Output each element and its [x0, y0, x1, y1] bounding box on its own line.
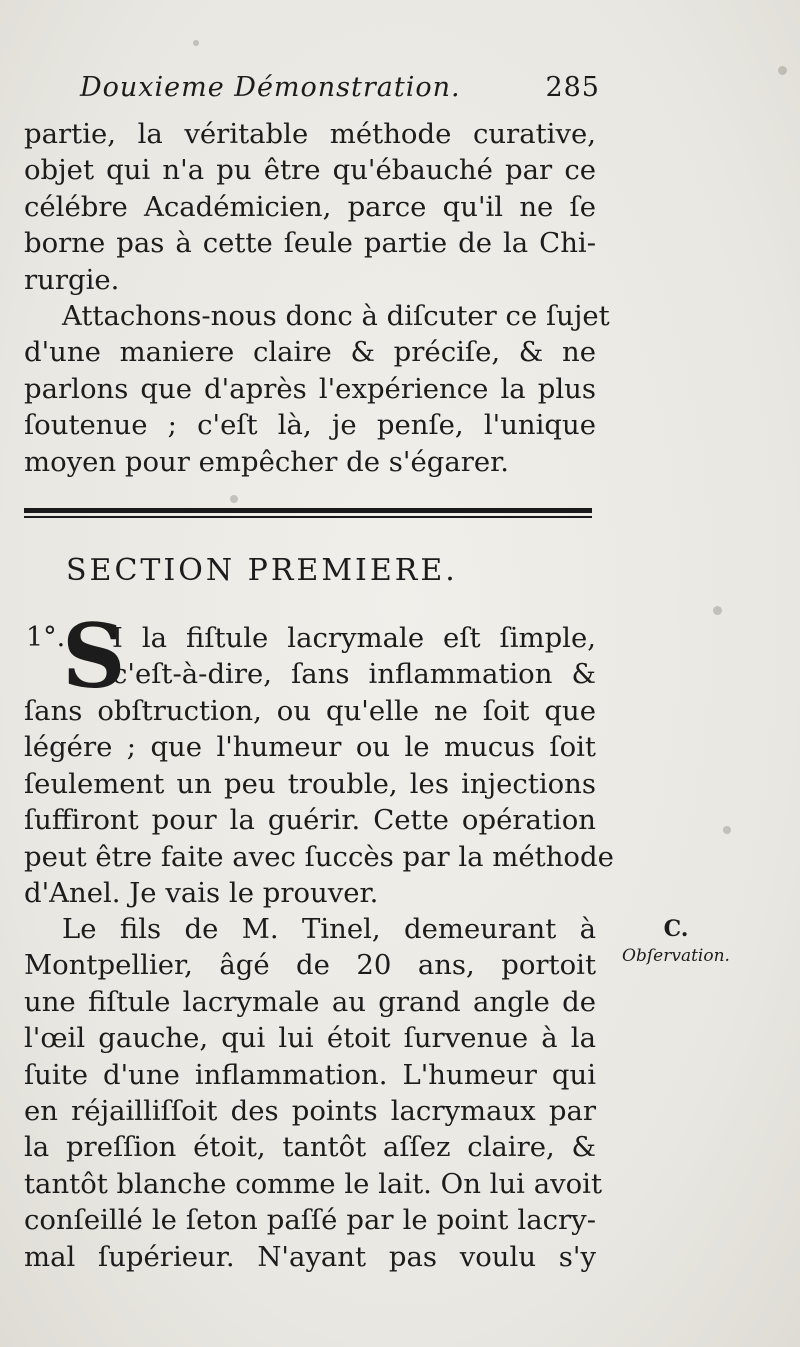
text-line: légére ; que l'humeur ou le mucus ſoit [24, 731, 596, 764]
text-line: la preſſion étoit, tantôt aſſez claire, & [24, 1131, 596, 1164]
text-line: rurgie. [24, 263, 120, 296]
divider-thick-line [24, 508, 592, 513]
text-line: partie, la véritable méthode curative, [24, 118, 596, 150]
margin-note [606, 916, 746, 966]
section-title: SECTION PREMIERE. [66, 553, 458, 588]
text-line: c'eſt-à-dire, ſans inflammation & [112, 658, 596, 691]
text-line: Montpellier, âgé de 20 ans, portoit [24, 949, 596, 982]
text-line: célébre Académicien, parce qu'il ne ſe [24, 190, 596, 223]
page-number: 285 [545, 72, 600, 103]
text-line: objet qui n'a pu être qu'ébauché par ce [24, 154, 596, 187]
text-line: d'Anel. Je vais le prouver. [24, 876, 379, 909]
text-line: Le fils de M. Tinel, demeurant à [62, 913, 596, 945]
text-line: ſuite d'une inflammation. L'humeur qui [24, 1058, 596, 1091]
margin-note-letter: C. [663, 916, 689, 942]
paper-speck [723, 826, 731, 834]
drop-cap: S [62, 604, 126, 708]
text-line: ſoutenue ; c'eſt là, je penſe, l'unique [24, 409, 596, 442]
text-line: parlons que d'après l'expérience la plus [24, 372, 596, 405]
text-line: borne pas à cette ſeule partie de la Chi- [24, 227, 596, 260]
second-paragraph [24, 911, 603, 1275]
section-divider [24, 508, 592, 518]
text-line: Attachons-nous donc à diſcuter ce ſujet [62, 299, 610, 332]
text-line: tantôt blanche comme le lait. On lui avoit [24, 1167, 603, 1200]
divider-thin-line [24, 516, 592, 518]
intro-text [24, 116, 610, 480]
paper-speck [193, 40, 199, 46]
paper-speck [713, 606, 722, 615]
text-line: ſuffiront pour la guérir. Cette opération [24, 804, 596, 837]
paragraph-number: 1°. [26, 622, 66, 653]
text-line: ſeulement un peu trouble, les injections [24, 767, 596, 800]
paper-speck [230, 495, 238, 503]
text-line: d'une maniere claire & préciſe, & ne [24, 336, 596, 369]
text-line: I la fiſtule lacrymale eſt ſimple, [112, 622, 596, 654]
text-line: peut être faite avec ſuccès par la méthode [24, 840, 614, 873]
running-title: Douxieme Démonstration. [80, 72, 461, 103]
first-para-rest [24, 693, 614, 911]
text-line: mal ſupérieur. N'ayant pas voulu s'y [24, 1240, 596, 1273]
text-line: ſans obſtruction, ou qu'elle ne ſoit que [24, 695, 596, 727]
text-line: moyen pour empêcher de s'égarer. [24, 445, 510, 478]
text-line: une fiſtule lacrymale au grand angle de [24, 985, 596, 1018]
paper-speck [778, 66, 787, 75]
margin-note-word: Obſervation. [622, 946, 730, 966]
running-header [80, 72, 600, 103]
text-line: conſeillé le ſeton paſſé par le point lacry- [24, 1204, 596, 1237]
text-line: en réjailliſſoit des points lacrymaux par [24, 1094, 596, 1127]
first-para-top [112, 620, 596, 693]
text-line: l'œil gauche, qui lui étoit ſurvenue à la [24, 1022, 596, 1055]
